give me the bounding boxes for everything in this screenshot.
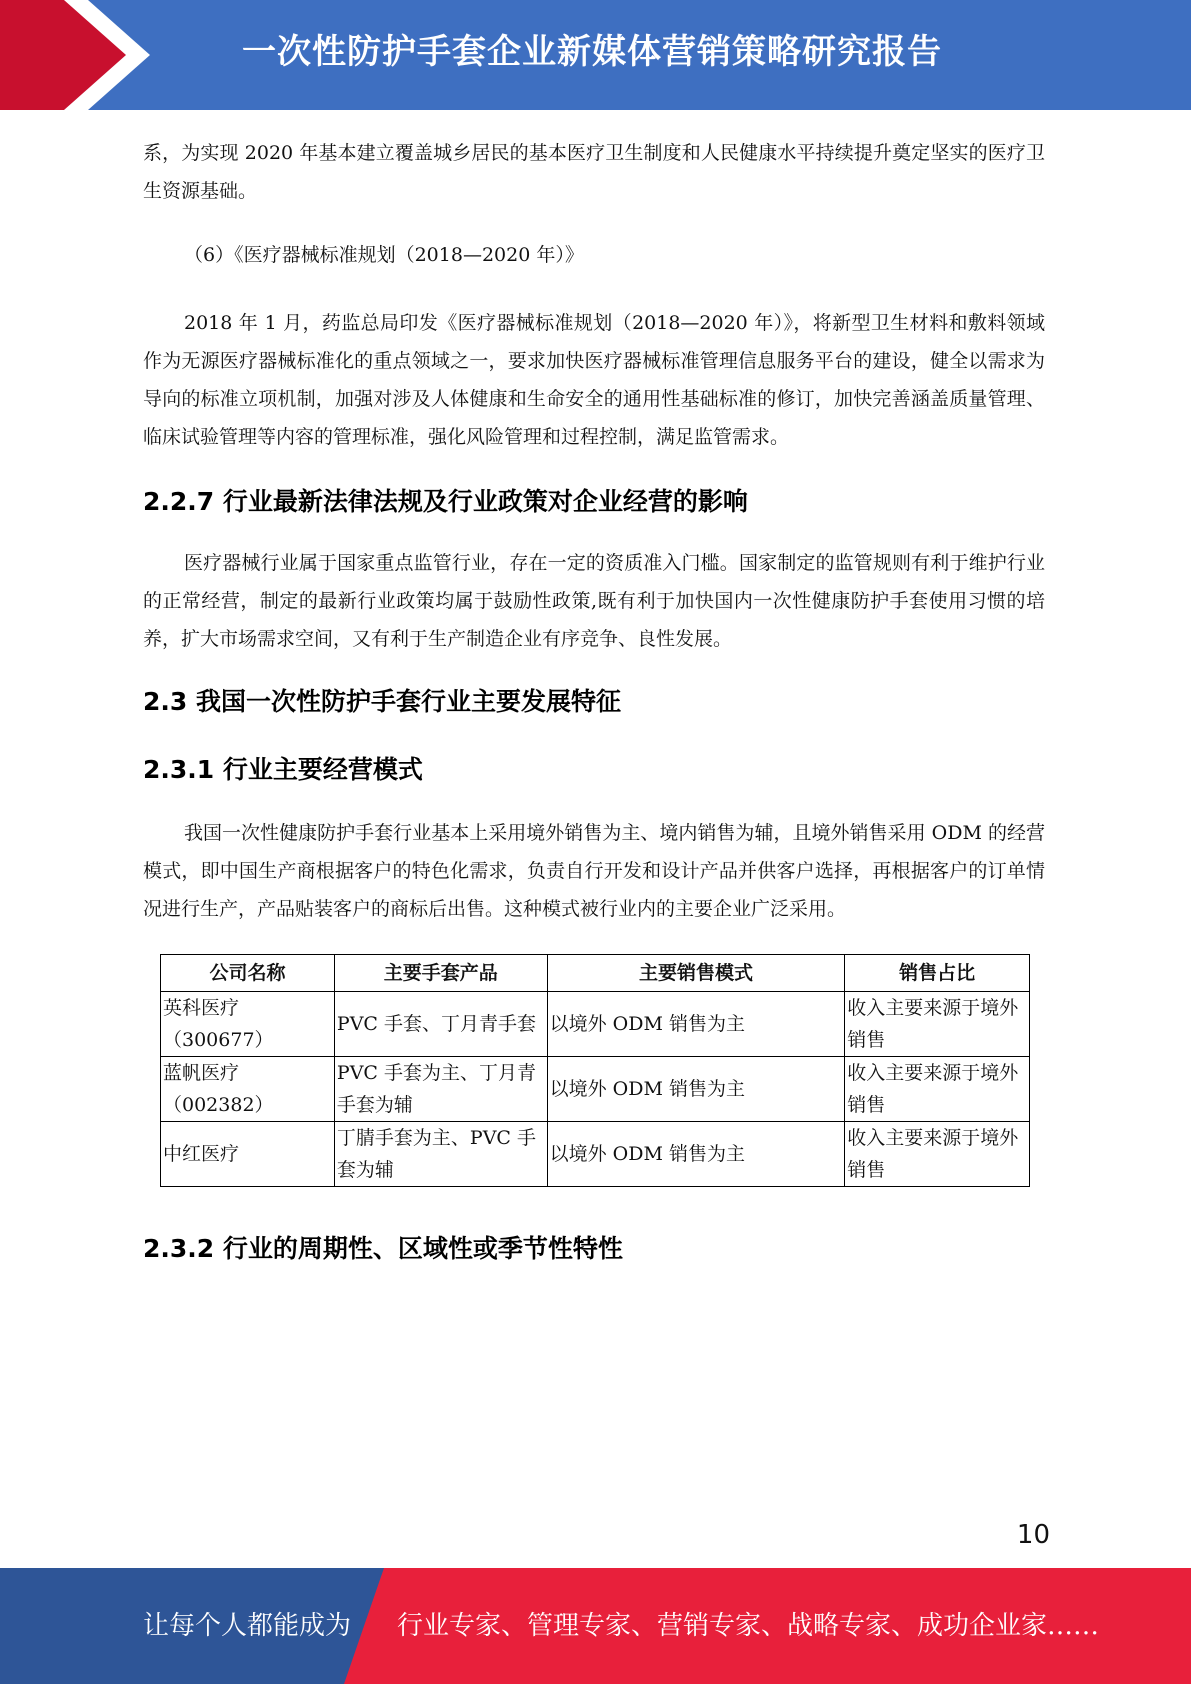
table-header-cell: 主要手套产品 [334,955,547,992]
paragraph-continuation: 系，为实现 2020 年基本建立覆盖城乡居民的基本医疗卫生制度和人民健康水平持续提升奠定坚实的医疗卫生资源基础。 [143,142,1045,202]
table-header-row [161,955,1030,992]
table-cell: 丁腈手套为主、PVC 手套为辅 [334,1122,547,1187]
paragraph-standards-plan: 2018 年 1 月，药监总局印发《医疗器械标准规划（2018—2020 年）》，将新型卫生材料和敷料领域作为无源医疗器械标准化的重点领域之一，要求加快医疗器械标准管理信息服务平台的建设，健全以需求为导向的标准立项机制，加强对涉及人体健康和生命安全的通用性基础标准的修订，加快完善涵盖质量管理、临床试验管理等内容的管理标准，强化风险管理和过程控制，满足监管需求。 [143,312,1045,448]
table-header-cell: 销售占比 [845,955,1030,992]
table-cell: 收入主要来源于境外销售 [845,1057,1030,1122]
table-cell: 收入主要来源于境外销售 [845,1122,1030,1187]
page-number: 10 [1016,1520,1050,1550]
paragraph-business-model: 我国一次性健康防护手套行业基本上采用境外销售为主、境内销售为辅，且境外销售采用 ODM 的经营模式，即中国生产商根据客户的特色化需求，负责自行开发和设计产品并供客户选择，再根据客户的订单情况进行生产，产品贴装客户的商标后出售。这种模式被行业内的主要企业广泛采用。 [143,822,1045,920]
section-heading-2-3: 2.3 我国一次性防护手套行业主要发展特征 [143,687,621,716]
section-heading-2-3-2: 2.3.2 行业的周期性、区域性或季节性特性 [143,1234,623,1263]
table-cell: 以境外 ODM 销售为主 [547,992,845,1057]
page-header [0,0,1191,110]
company-table [160,954,1030,1187]
table-cell: PVC 手套为主、丁月青手套为辅 [334,1057,547,1122]
table-cell: 以境外 ODM 销售为主 [547,1057,845,1122]
table-header-cell: 主要销售模式 [547,955,845,992]
table-cell: 中红医疗 [161,1122,335,1187]
section-heading-2-2-7: 2.2.7 行业最新法律法规及行业政策对企业经营的影响 [143,487,748,516]
table-cell: PVC 手套、丁月青手套 [334,992,547,1057]
section-heading-2-3-1: 2.3.1 行业主要经营模式 [143,755,423,784]
table-header-cell: 公司名称 [161,955,335,992]
table-row [161,1057,1030,1122]
table-cell: 收入主要来源于境外销售 [845,992,1030,1057]
footer-slogan-left: 让每个人都能成为 [143,1611,352,1641]
page-footer [0,1568,1191,1684]
footer-slogan-right: 行业专家、管理专家、营销专家、战略专家、成功企业家…… [397,1611,1100,1641]
list-item-heading: （6）《医疗器械标准规划（2018—2020 年）》 [184,244,584,266]
table-cell: 以境外 ODM 销售为主 [547,1122,845,1187]
table-row [161,1122,1030,1187]
table-cell: 英科医疗（300677） [161,992,335,1057]
header-title: 一次性防护手套企业新媒体营销策略研究报告 [242,32,942,72]
paragraph-regulation-impact: 医疗器械行业属于国家重点监管行业，存在一定的资质准入门槛。国家制定的监管规则有利于维护行业的正常经营，制定的最新行业政策均属于鼓励性政策,既有利于加快国内一次性健康防护手套使用习惯的培养，扩大市场需求空间，又有利于生产制造企业有序竞争、良性发展。 [143,552,1045,650]
page-content [143,134,1045,1269]
table-cell: 蓝帆医疗（002382） [161,1057,335,1122]
table-row [161,992,1030,1057]
